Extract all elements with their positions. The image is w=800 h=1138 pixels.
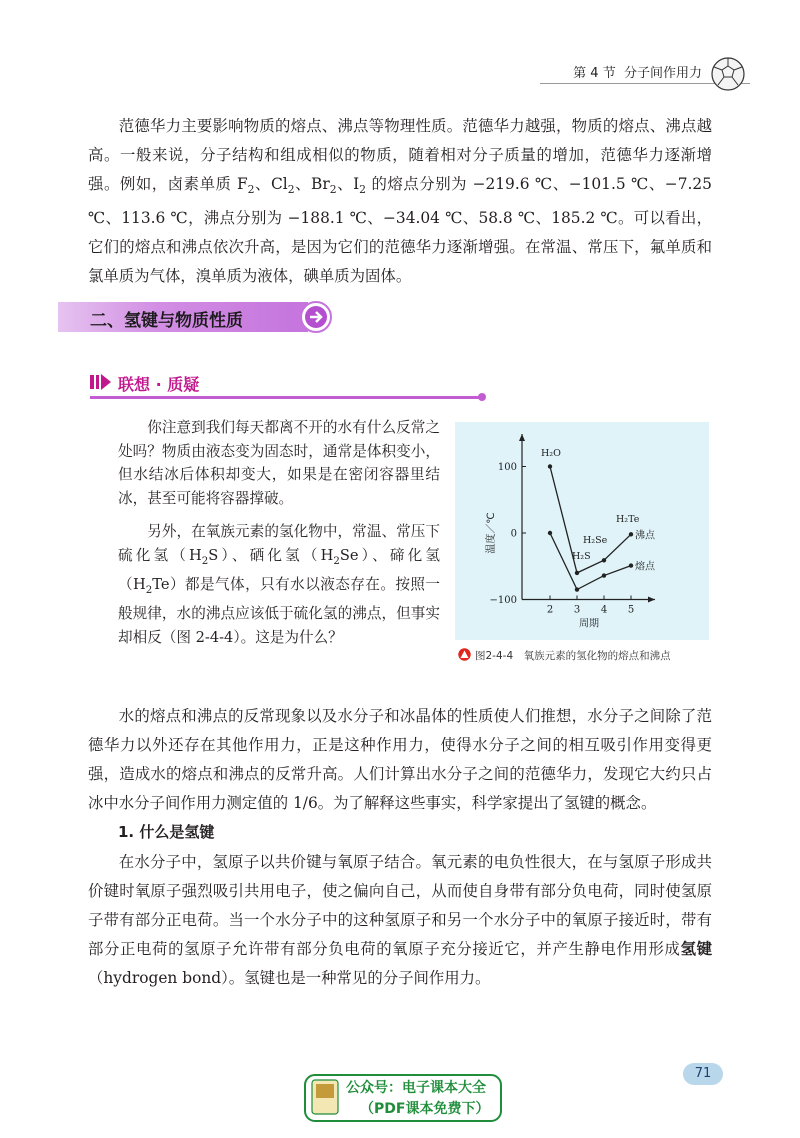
data-point: [548, 531, 552, 535]
x-axis-arrow: [648, 597, 655, 603]
y-tick-label: −100: [489, 595, 517, 606]
series-name-label: 熔点: [635, 561, 655, 573]
running-header: [573, 62, 702, 81]
compound-label: H₂Te: [616, 514, 640, 525]
header-title: 分子间作用力: [623, 66, 702, 81]
figure-caption: 图2-4-4 氧族元素的氢化物的熔点和沸点: [475, 650, 671, 662]
data-point: [575, 587, 579, 591]
sub-title-dot: [478, 393, 486, 401]
arrow-right-icon: [300, 301, 332, 333]
term-hydrogen-bond: 氢键: [680, 940, 712, 958]
x-tick-label: 2: [546, 604, 554, 616]
sub-title-rule: [90, 396, 482, 399]
page-number: 71: [683, 1063, 723, 1085]
watermark-line-2: （PDF课本免费下）: [360, 1101, 490, 1117]
y-tick-label: 0: [510, 528, 517, 540]
paragraph-water-anomaly: 水的熔点和沸点的反常现象以及水分子和冰晶体的性质使人们推想，水分子之间除了范德华力以外还存在其他作用力，正是这种作用力，使得水分子之间的相互吸引作用变得更强，造成水的熔点和沸点的反常升高。人们计算出水分子之间的范德华力，发现它大约只占冰中水分子间作用力测定值的 1/6。为了解释这些事实，科学家提出了氢键的概念。: [88, 707, 712, 812]
paragraph-hydrogen-bond: 在水分子中，氢原子以共价键与氧原子结合。氧元素的电负性很大，在与氢原子形成共价键时氧原子强烈吸引共用电子，使之偏向自己，从而使自身带有部分负电荷，同时使氢原子带有部分正电荷。当一个水分子中的这种氢原子和另一个水分子中的氧原子接近时，带有部分正电荷的氢原子允许带有部分负电荷的氧原子充分接近它，并产生静电作用形成氢键（hydrogen bond）。氢键也是一种常见的分子间作用力。: [88, 853, 712, 987]
subsection-heading: 1. 什么是氢键: [118, 823, 215, 841]
play-marker-icon: [90, 373, 112, 391]
y-axis-label: 温度／℃: [486, 512, 497, 554]
data-point: [548, 464, 552, 468]
x-axis-label: 周期: [579, 618, 599, 630]
x-tick-label: 4: [600, 604, 608, 616]
question-paragraph-2: 另外，在氧族元素的氢化物中，常温、常压下硫化氢$(H_2S)$、硒化氢$(H_2Se)$、碲化氢$(H_2Te)$都是气体，只有水以液态存在。按照一般规律，水的沸点应该低于硫化氢的沸点，但事实却相反（图 2-4-4）。这是为什么？: [118, 523, 440, 646]
data-point: [629, 563, 633, 567]
compound-label: H₂S: [572, 551, 591, 562]
watermark-line-1: 公众号：电子课本大全: [346, 1080, 486, 1096]
fullerene-icon: [710, 56, 746, 92]
data-point: [629, 532, 633, 536]
figure-triangle-icon: [458, 648, 471, 661]
section-title: 二、氢键与物质性质: [90, 311, 243, 331]
compound-label: H₂O: [541, 448, 561, 459]
data-point: [602, 573, 606, 577]
y-axis-arrow: [519, 434, 525, 441]
question-paragraph-1: 你注意到我们每天都离不开的水有什么反常之处吗？物质由液态变为固态时，通常是体积变小，但水结冰后体积却变大，如果是在密闭容器里结冰，甚至可能将容器撑破。: [118, 419, 440, 507]
data-point: [575, 571, 579, 575]
x-tick-label: 3: [573, 604, 581, 616]
x-tick-label: 5: [627, 604, 635, 616]
sub-title: 联想 · 质疑: [118, 375, 200, 394]
series-name-label: 沸点: [635, 530, 655, 542]
hydride-melting-boiling-chart: [455, 422, 709, 640]
paragraph-halogens: 范德华力主要影响物质的熔点、沸点等物理性质。范德华力越强，物质的熔点、沸点越高。一般来说，分子结构和组成相似的物质，随着相对分子质量的增加，范德华力逐渐增强。例如，卤素单质 $F_2$、$Cl_2$、$Br_2$、$I_2$ 的熔点分别为 −219.6 ℃、−101.5 ℃、−7.25 ℃、113.6 ℃，沸点分别为 −188.1 ℃、−34.04 ℃、58.8 ℃、185.2 ℃。可以看出，它们的熔点和沸点依次升高，是因为它们的范德华力逐渐增强。在常温、常压下，氟单质和氯单质为气体，溴单质为液体，碘单质为固体。: [88, 117, 712, 286]
compound-label: H₂Se: [583, 535, 608, 546]
y-tick-label: 100: [497, 462, 517, 473]
header-section: 第 4 节: [573, 66, 616, 81]
data-point: [602, 558, 606, 562]
